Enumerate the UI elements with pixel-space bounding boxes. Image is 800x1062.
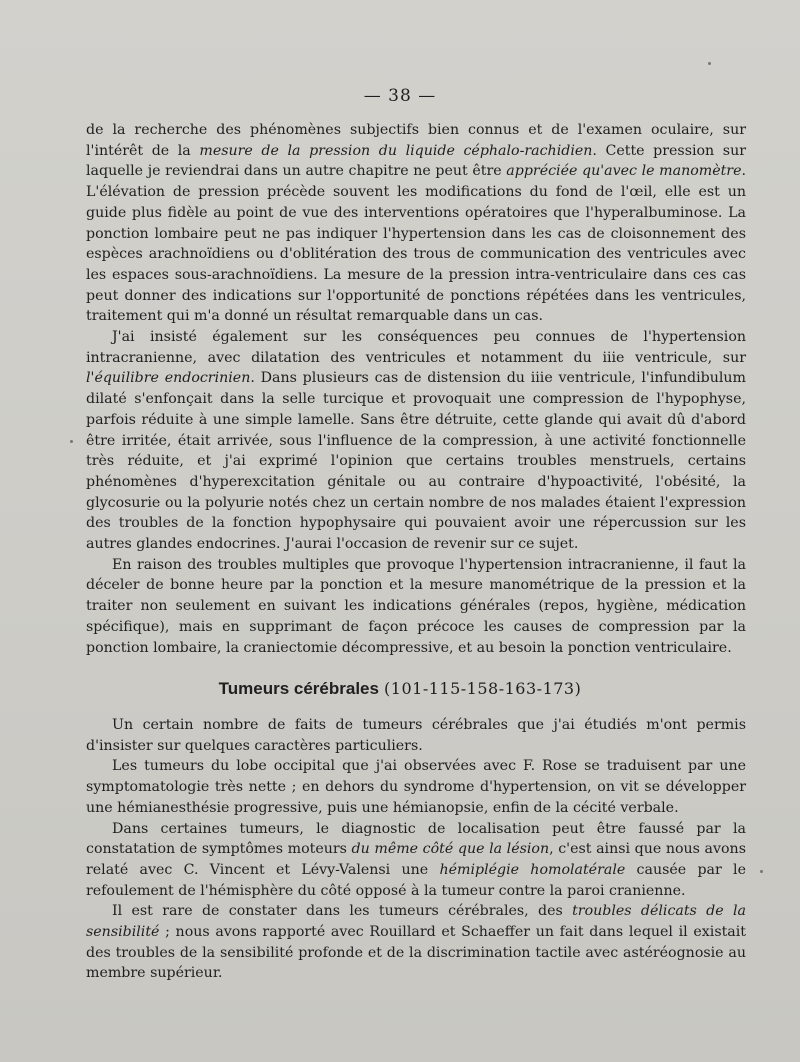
text-run: , c'est ainsi que nous avons relaté avec C. Vincent et Lévy-Valensi une (86, 841, 746, 878)
text-run: J'ai insisté également sur les conséquences peu connues de l'hypertension intracranienne, avec dilatation des ventricules et notamment du (86, 329, 746, 366)
roman-numeral: iiie (530, 370, 553, 387)
paragraph (86, 819, 746, 902)
page-number: — 38 — (363, 86, 437, 106)
text-run: . Cette pression sur laquelle je reviendrai dans un autre chapitre ne peut être (86, 142, 746, 180)
text-run: de la recherche des phénomènes subjectifs bien connus et de l'examen oculaire, sur l'intérêt de la (86, 122, 746, 159)
text-run: ventricule, l'infundibulum dilaté s'enfonçait dans la selle turcique et provoquait une compression de l'hypophyse, parfois réduite à une simple lamelle. Sans être détruite, cette glande qui avait dû d'abord être irritée, était arrivée, sous l'influence de la compression, à une activité fonctionnelle très réduite, et j'ai exprimé l'opinion que certains troubles menstruels, certains phénomènes d'hyperexcitation génitale ou au contraire d'hypoactivité, l'obésité, la glycosurie ou la polyurie notés chez un certain nombre de nos malades étaient l'expression des troubles de la fonction hypophysaire qui pouvaient avoir une répercussion sur les autres glandes endocrines. J'aurai l'occasion de revenir sur ce sujet. (86, 370, 746, 553)
section-text-hypertension (86, 120, 746, 658)
paper-speck (760, 870, 763, 873)
italic-run: du même côté que la lésion (351, 841, 550, 858)
text-run: ventricule, sur (624, 349, 746, 366)
italic-run: hémiplégie homolatérale (439, 861, 626, 878)
section-title: Tumeurs cérébrales (218, 679, 379, 698)
roman-numeral: iiie (602, 349, 625, 366)
section-text-tumeurs (86, 715, 746, 984)
text-run: Il est rare de constater dans les tumeurs cérébrales, des (112, 903, 573, 920)
text-run: Dans certaines tumeurs, le diagnostic de localisation peut être faussé par la constatation de symptômes moteurs (86, 820, 746, 858)
paragraph: Les tumeurs du lobe occipital que j'ai observées avec F. Rose se traduisent par une symptomatologie très nette ; en dehors du syndrome d'hypertension, on vit se développer une hémianesthésie progressive, puis une hémianopsie, enfin de la cécité verbale. (86, 758, 746, 816)
italic-run: mesure de la pression du liquide céphalo-rachidien (199, 142, 593, 159)
paper-speck (708, 62, 711, 65)
paragraph: En raison des troubles multiples que provoque l'hypertension intracranienne, il faut la déceler de bonne heure par la ponction et la mesure manométrique de la pression et la traiter non seulement en suivant les indications générales (repos, hygiène, médication spécifique), mais en supprimant de façon précoce les causes de compression par la ponction lombaire, la craniectomie décompressive, et au besoin la ponction ventriculaire. (86, 556, 746, 656)
section-heading (0, 679, 800, 699)
italic-run: appréciée qu'avec le manomètre (506, 163, 742, 180)
text-run: causée par le refoulement de l'hémisphère du côté opposé à la tumeur contre la paroi cranienne. (86, 861, 746, 899)
text-run: ; nous avons rapporté avec Rouillard et Schaeffer un fait dans lequel il existait des troubles de la sensibilité profonde et de la discrimination tactile avec astéréognosie au membre supérieur. (86, 924, 746, 982)
paragraph (86, 327, 746, 555)
paragraph (86, 901, 746, 984)
text-run: . L'élévation de pression précède souvent les modifications du fond de l'œil, elle est un guide plus fidèle au point de vue des interventions opératoires que l'hyperalbuminose. La ponction lombaire peut ne pas indiquer l'hypertension dans les cas de cloisonnement des espèces arachnoïdiens ou d'oblitération des trous de communication des ventricules avec les espaces sous-arachnoïdiens. La mesure de la pression intra-ventriculaire dans ces cas peut donner des indications sur l'opportunité de ponctions répétées dans les ventricules, traitement qui m'a donné un résultat remarquable dans un cas. (86, 163, 746, 325)
italic-run: l'équilibre endocrinien (86, 370, 251, 387)
paragraph: Un certain nombre de faits de tumeurs cérébrales que j'ai étudiés m'ont permis d'insister sur quelques caractères particuliers. (86, 717, 746, 754)
paragraph (86, 120, 746, 327)
paper-speck (70, 440, 73, 443)
section-references: (101-115-158-163-173) (384, 679, 582, 698)
text-run: . Dans plusieurs cas de distension du (250, 370, 531, 387)
italic-run: troubles délicats de la sensibilité (86, 903, 746, 941)
